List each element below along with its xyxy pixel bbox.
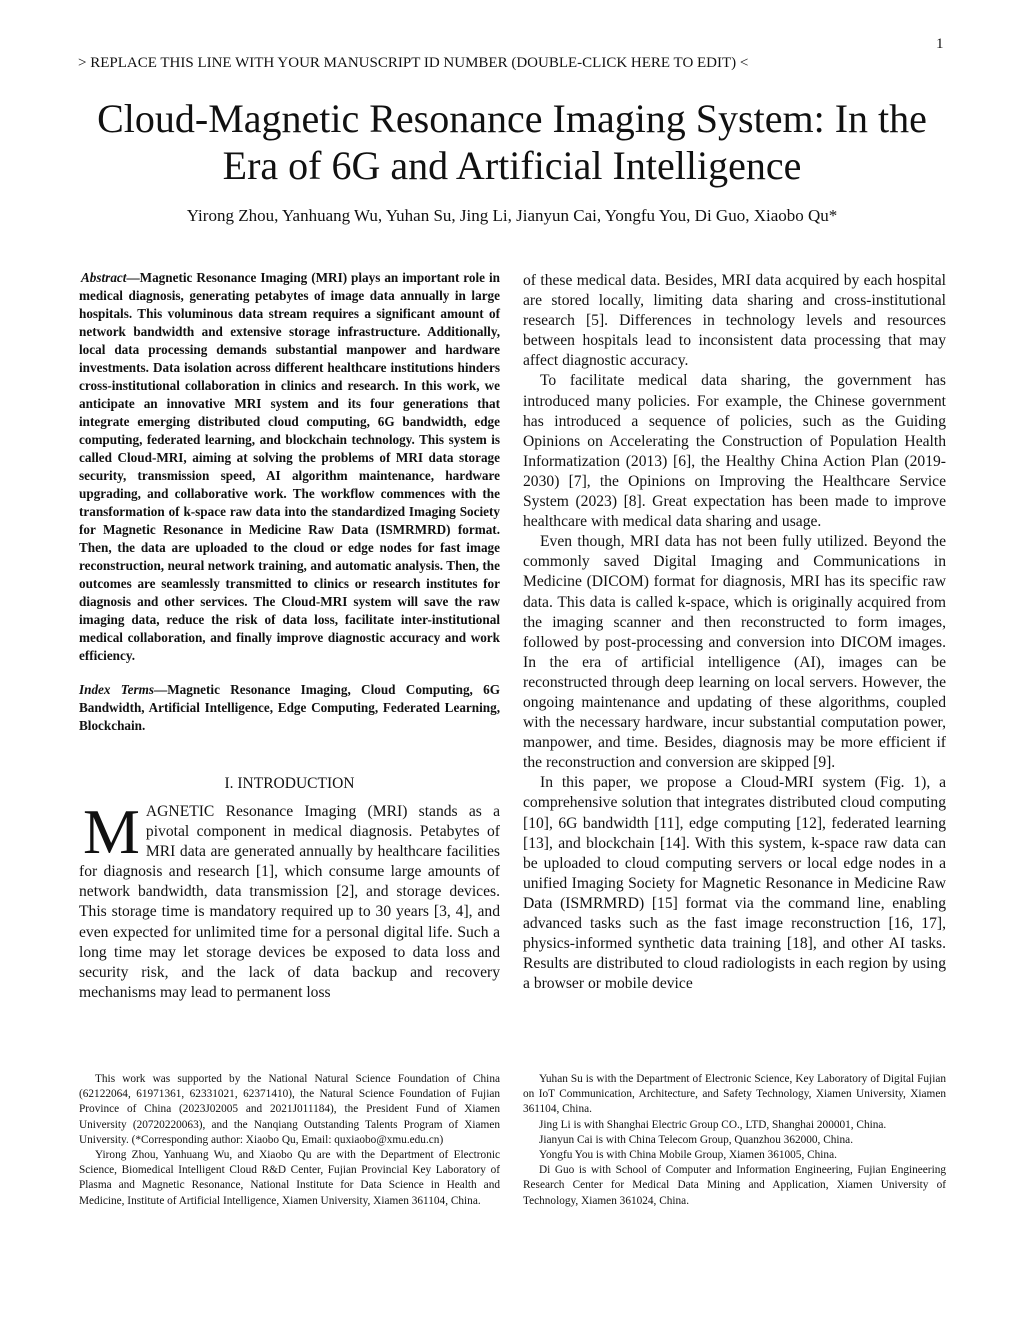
intro-paragraph-4: In this paper, we propose a Cloud-MRI system (Fig. 1), a comprehensive solution that integrates distributed cloud computing [10], 6G bandwidth [11], edge computing [12], federated learning [13], and blockchain [14]. With this system, k-space raw data can be uploaded to cloud computing servers or local edge nodes in a unified Imaging Society for Magnetic Resonance in Medicine Raw Data (ISMRMRD) [15] format via the command line, enabling advanced tasks such as the fast image reconstruction [16, 17], physics-informed synthetic data training [18], and other AI tasks. Results are distributed to cloud radiologists in each region by using a browser or mobile device: [523, 774, 946, 993]
drop-cap: M: [83, 796, 140, 867]
index-terms: [79, 681, 500, 735]
section-heading-introduction: I. INTRODUCTION: [224, 775, 355, 792]
abstract: [79, 269, 500, 665]
author-list: Yirong Zhou, Yanhuang Wu, Yuhan Su, Jing Li, Jianyun Cai, Yongfu You, Di Guo, Xiaobo Qu*: [186, 206, 838, 225]
title-line-1: Cloud-Magnetic Resonance Imaging System: In the: [97, 96, 927, 141]
intro-paragraph-3: Even though, MRI data has not been fully utilized. Beyond the commonly saved Digital Imaging and Communications in Medicine (DICOM) format for diagnosis, MRI has its specific raw data. This data is called k-space, which is originally acquired from the imaging scanner and then reconstructed to form images, followed by post-processing and conversion into DICOM images. In the era of artificial intelligence (AI), images can be reconstructed through deep learning on local servers. However, the ongoing maintenance and updating of these algorithms, coupled with the necessary hardware, incur substantial computation power, manpower, and time. Besides, diagnosis may be more efficient if the reconstruction and conversion are skipped [9].: [523, 533, 946, 772]
index-terms-label: Index Terms: [79, 682, 155, 697]
page-number: 1: [936, 36, 944, 52]
footnote-affiliation: Yuhan Su is with the Department of Electronic Science, Key Laboratory of Digital Fujian on IoT Communication, Architecture, and Safety Technology, Xiamen University, Xiamen 361104, China.: [523, 1073, 946, 1116]
left-column: [79, 269, 500, 1003]
right-column: [523, 271, 946, 994]
index-terms-text: —Magnetic Resonance Imaging, Cloud Computing, 6G Bandwidth, Artificial Intelligence, Edge Computing, Federated Learning, Blockchain.: [79, 682, 500, 733]
footnote-affiliation: Yongfu You is with China Mobile Group, Xiamen 361005, China.: [539, 1149, 837, 1162]
abstract-label: Abstract: [81, 270, 127, 285]
footnotes-left: [79, 1072, 500, 1209]
footnote-affiliation: Di Guo is with School of Computer and Information Engineering, Fujian Engineering Research Center for Medical Data Mining and Application, Xiamen University of Technology, Xiamen 361024, China.: [523, 1164, 946, 1207]
footnote-affiliation: Jing Li is with Shanghai Electric Group CO., LTD, Shanghai 200001, China.: [539, 1118, 887, 1131]
footnote-funding: This work was supported by the National Natural Science Foundation of China (62122064, 61971361, 62331021, 62371410), the Natural Science Foundation of Fujian Province of China (2023J02005 and 2021J011184), the President Fund of Xiamen University (20720220063), and the Nanqiang Outstanding Talents Program of Xiamen University. (*Corresponding author: Xiaobo Qu, Email: quxiaobo@xmu.edu.cn): [79, 1073, 500, 1146]
paper-title: [60, 95, 964, 189]
title-line-2: Era of 6G and Artificial Intelligence: [222, 143, 802, 188]
footnote-affiliation: Jianyun Cai is with China Telecom Group, Quanzhou 362000, China.: [539, 1133, 854, 1146]
intro-paragraph-1: [79, 796, 500, 1003]
running-header: > REPLACE THIS LINE WITH YOUR MANUSCRIPT ID NUMBER (DOUBLE-CLICK HERE TO EDIT) <: [78, 55, 749, 71]
intro-paragraph-1-continued: of these medical data. Besides, MRI data acquired by each hospital are stored locally, limiting data sharing and cross-institutional research [5]. Differences in technology levels and resources between hospitals lead to inconsistent data processing that may affect diagnostic accuracy.: [523, 272, 946, 370]
intro-paragraph-2: To facilitate medical data sharing, the government has introduced many policies. For example, the Chinese government has introduced a sequence of policies, such as the Guiding Opinions on Accelerating the Construction of Population Health Informatization (2013) [6], the Healthy China Action Plan (2019-2030) [7], the Opinions on Improving the Healthcare Service System (2023) [8]. Great expectation has been made to improve healthcare with medical data sharing and usage.: [523, 372, 946, 531]
footnote-affiliation: Yirong Zhou, Yanhuang Wu, and Xiaobo Qu are with the Department of Electronic Science, Biomedical Intelligent Cloud R&D Center, Fujian Provincial Key Laboratory of Plasma and Magnetic Resonance, National Institute for Data Science in Health and Medicine, Institute of Artificial Intelligence, Xiamen University, Xiamen 361104, China.: [79, 1149, 500, 1207]
intro-paragraph-1-text: AGNETIC Resonance Imaging (MRI) stands as a pivotal component in medical diagnosis. Petabytes of MRI data are generated annually by healthcare facilities for diagnosis and research [1], which consume large amounts of network bandwidth, data transmission [2], and storage devices. This storage time is mandatory required up to 30 years [3, 4], and even expected for unlimited time for a personal digital life. Such a long time may let storage devices be exposed to data loss and security risk, and the lack of data backup and recovery mechanisms may lead to permanent loss: [79, 803, 500, 1001]
footnotes-right: [523, 1072, 946, 1209]
abstract-text: —Magnetic Resonance Imaging (MRI) plays an important role in medical diagnosis, generating petabytes of image data annually in large hospitals. This voluminous data stream requires a significant amount of network bandwidth and extensive storage infrastructure. Additionally, local data processing demands substantial manpower and hardware investments. Data isolation across different healthcare institutions hinders cross-institutional collaboration in clinics and research. In this work, we anticipate an innovative MRI system and its four generations that integrate emerging distributed cloud computing, 6G bandwidth, edge computing, federated learning, and blockchain technology. This system is called Cloud-MRI, aiming at solving the problems of MRI data storage security, transmission speed, AI algorithm maintenance, hardware upgrading, and collaborative work. The workflow commences with the transformation of k-space raw data into the standardized Imaging Society for Magnetic Resonance in Medicine Raw Data (ISMRMRD) format. Then, the data are uploaded to the cloud or edge nodes for fast image reconstruction, neural network training, and automatic analysis. Then, the outcomes are seamlessly transmitted to clinics or research institutes for diagnosis and other services. The Cloud-MRI system will save the raw imaging data, reduce the risk of data loss, facilitate inter-institutional medical collaboration, and finally improve diagnostic accuracy and work efficiency.: [79, 270, 500, 663]
